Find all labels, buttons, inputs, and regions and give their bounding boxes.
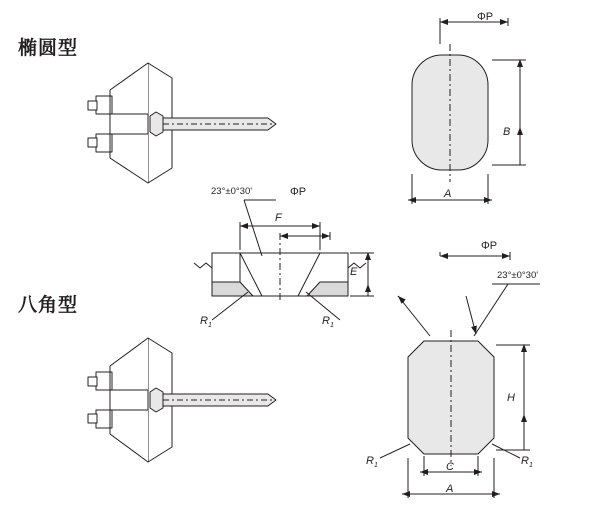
- octagon-flange-assembly: [88, 338, 276, 462]
- label-dim-a-oval: A: [444, 188, 452, 200]
- label-angle-groove: 23°±0°30': [211, 186, 253, 197]
- label-r1-left-groove: $R_1$: [200, 315, 212, 330]
- label-dim-e: E: [350, 266, 358, 278]
- octagon-ring-section: [380, 252, 540, 498]
- label-r1-left-octagon: $R_1$: [366, 455, 378, 470]
- label-phi-p-oval: ΦP: [477, 11, 494, 23]
- label-r1-right-groove: $R_1$: [322, 315, 334, 330]
- groove-detail-section: [194, 200, 374, 320]
- title-octagon-type: 八角型: [18, 295, 79, 316]
- label-dim-f: F: [275, 212, 282, 224]
- title-oval-type: 椭圆型: [18, 38, 79, 59]
- label-dim-c: C: [446, 461, 454, 473]
- label-dim-b: B: [503, 126, 511, 138]
- oval-flange-assembly: [88, 63, 276, 183]
- label-phi-p-groove: ΦP: [290, 186, 307, 198]
- label-phi-p-octagon: ΦP: [481, 240, 498, 252]
- label-dim-h: H: [507, 392, 515, 404]
- label-dim-a-octagon: A: [446, 483, 454, 495]
- oval-ring-section: [408, 18, 526, 204]
- label-r1-right-octagon: $R_1$: [521, 455, 533, 470]
- label-angle-octagon: 23°±0°30': [497, 270, 539, 281]
